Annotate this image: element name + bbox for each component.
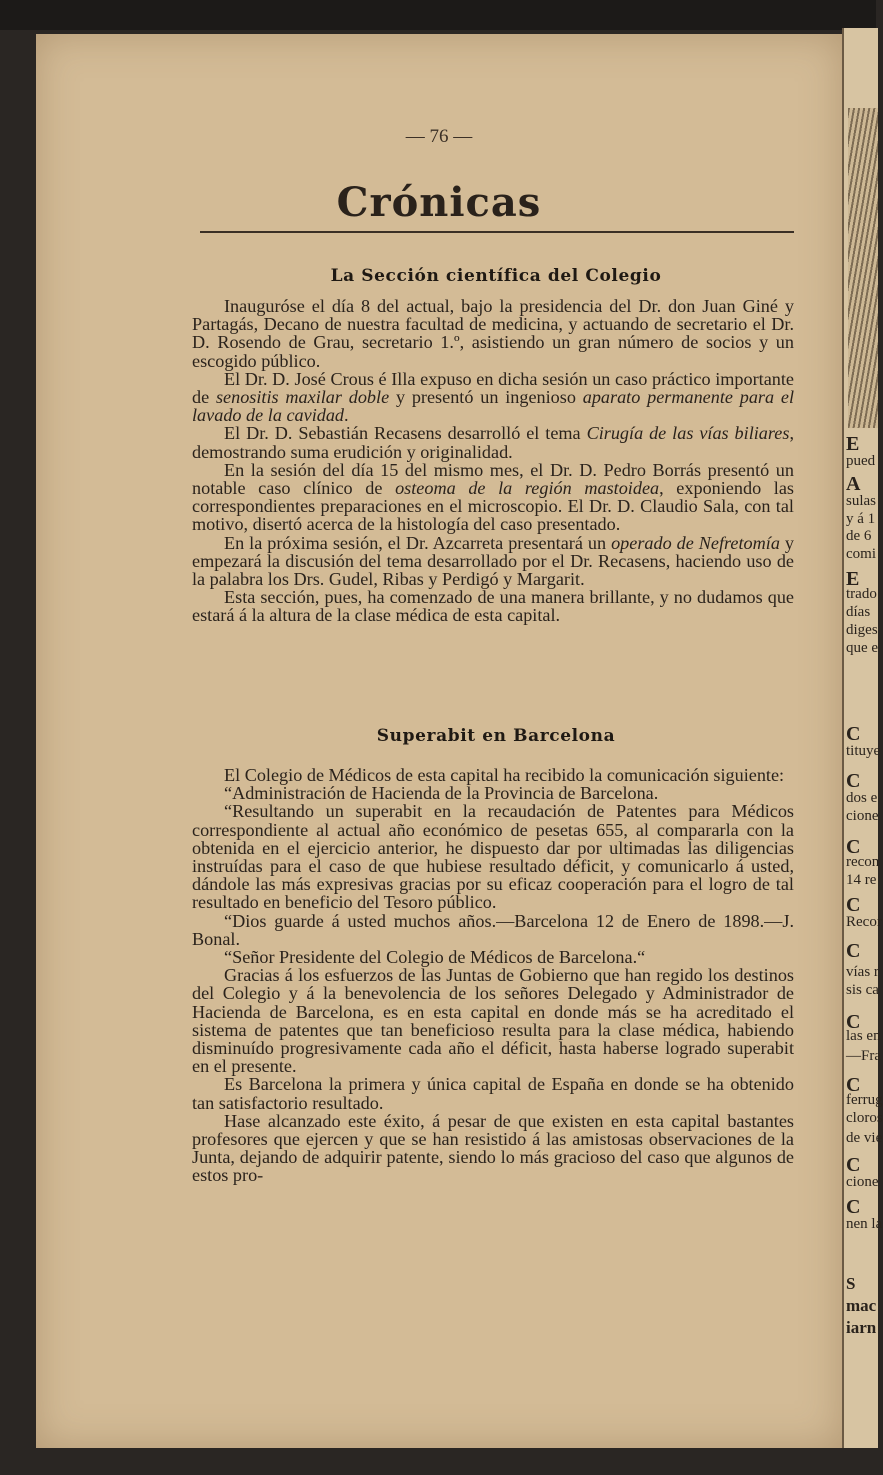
text-run: y presentó un ingenioso: [389, 387, 583, 408]
adjacent-page-fragment: comi: [846, 546, 876, 562]
adjacent-page-fragment: C: [846, 1196, 861, 1218]
adjacent-page-fragment: E: [846, 433, 860, 455]
adjacent-page-fragment: —Fra: [846, 1048, 881, 1064]
adjacent-page-fragment: cione: [846, 1174, 879, 1190]
paragraph: “Administración de Hacienda de la Provincia de Barcelona.: [224, 783, 659, 804]
text-run: .: [344, 405, 349, 426]
paragraph: [192, 534, 794, 589]
adjacent-page-fragment: sis ca: [846, 982, 879, 998]
text-run: El Dr. D. José Crous é Illa expuso en dicha sesión un caso práctico importante de: [192, 368, 794, 408]
italic-phrase: operado de Nefretomía: [611, 532, 780, 553]
adjacent-page-fragment: iarn: [846, 1318, 877, 1337]
paragraph: Inauguróse el día 8 del actual, bajo la presidencia del Dr. don Juan Giné y Partagás, Decano de nuestra facultad de medicina, y actuando de secretario el Dr. D. Rosendo de Grau, secretario 1.º, asistiendo un gran número de socios y un escogido público.: [192, 296, 794, 371]
adjacent-page-fragment: de 6: [846, 528, 872, 544]
title-rule: [200, 231, 794, 233]
adjacent-page-fragment: C: [846, 940, 861, 962]
text-run: , exponiendo las correspondientes preparaciones en el microscopio. El Dr. D. Claudio Sala, con tal motivo, disertó acerca de la histología del caso presentado.: [192, 478, 795, 535]
text-run: El Dr. D. Sebastián Recasens desarrolló el tema: [224, 423, 587, 444]
paragraph: El Colegio de Médicos de esta capital ha recibido la comunicación siguiente:: [224, 765, 785, 785]
adjacent-page-fragment: tituye: [846, 743, 881, 759]
adjacent-page-fragment: 14 re: [846, 872, 877, 888]
adjacent-page-fragment: A: [846, 473, 861, 495]
adjacent-page-fragment: vías r: [846, 964, 879, 980]
paragraph: Es Barcelona la primera y única capital de España en donde se ha obtenido tan satisfactorio resultado.: [192, 1074, 794, 1113]
adjacent-page-fragment: ferrug: [846, 1092, 883, 1108]
italic-phrase: osteoma de la región mastoidea: [395, 478, 660, 499]
paragraph: [192, 461, 794, 534]
text-run: , demostrando suma erudición y originalidad.: [192, 423, 794, 462]
adjacent-page: [842, 28, 883, 1448]
adjacent-page-fragment: que e: [846, 640, 879, 656]
adjacent-page-fragment: C: [846, 894, 861, 916]
adjacent-page-fragment: diges: [846, 622, 878, 638]
italic-phrase: senositis maxilar doble: [215, 387, 390, 408]
adjacent-page-fragment: mac: [846, 1296, 877, 1315]
paragraph: “Resultando un superabit en la recaudación de Patentes para Médicos correspondiente al actual año económico de pesetas 655, al compararla con la obtenida en el ejercicio anterior, he dispuesto dar por ultimadas las diligencias instruídas para el caso de que hubiese resultado déficit, y comunicarlo á usted, dándole las más expresivas gracias por su eficaz cooperación para el logro de tal resultado en beneficio del Tesoro público.: [192, 801, 794, 913]
adjacent-page-fragment: Recor: [846, 914, 882, 930]
article-heading-seccion-cientifica: La Sección científica del Colegio: [330, 266, 662, 286]
paragraph: [192, 370, 794, 425]
adjacent-page-fragment: cloros: [846, 1110, 883, 1126]
text-run: y empezará la discusión del tema desarrollado por el Dr. Recasens, haciendo uso de la palabra los Drs. Gudel, Ribas y Perdigó y Margarit.: [192, 532, 794, 590]
adjacent-page-fragment: cione: [846, 808, 879, 824]
adjacent-page-fragment: pued: [846, 453, 876, 469]
text-run: En la próxima sesión, el Dr. Azcarreta presentará un: [224, 532, 612, 553]
scanner-background: [0, 0, 876, 30]
adjacent-page-fragment: días: [846, 604, 871, 620]
adjacent-page-fragment: sulas: [846, 493, 876, 509]
adjacent-page-fragment: dos e: [846, 790, 878, 806]
adjacent-page-illustration: [848, 108, 878, 428]
paragraph: “Dios guarde á usted muchos años.—Barcelona 12 de Enero de 1898.—J. Bonal.: [192, 910, 794, 949]
page-number: — 76 —: [405, 126, 473, 147]
text-run: En la sesión del día 15 del mismo mes, el Dr. D. Pedro Borrás presentó un notable caso clínico de: [192, 459, 794, 499]
article-heading-superabit: Superabit en Barcelona: [376, 726, 616, 746]
italic-phrase: Cirugía de las vías biliares: [586, 423, 790, 444]
italic-phrase: aparato permanente para el lavado de la cavidad: [192, 387, 795, 426]
book-page: [36, 34, 842, 1448]
section-title: Crónicas: [336, 179, 542, 226]
paragraph: [192, 424, 794, 460]
adjacent-page-fragment: C: [846, 770, 861, 792]
paragraph: Esta sección, pues, ha comenzado de una manera brillante, y no dudamos que estará á la altura de la clase médica de esta capital.: [192, 587, 794, 626]
paragraph: Gracias á los esfuerzos de las Juntas de Gobierno que han regido los destinos del Colegio y á la benevolencia de los señores Delegado y Administrador de Hacienda de Barcelona, es en esta capital en donde más se ha acreditado el sistema de patentes que tan beneficioso resulta para la clase médica, habiendo disminuído progresivamente cada año el déficit, hasta haberse logrado superabit en el presente.: [192, 965, 794, 1077]
adjacent-page-fragment: C: [846, 1074, 861, 1096]
adjacent-page-fragment: recon: [846, 854, 880, 870]
paragraph: Hase alcanzado este éxito, á pesar de que existen en esta capital bastantes profesores que ejercen y que se han resistido á las amistosas observaciones de la Junta, dejando de adquirir patente, siendo lo más gracioso del caso que algunos de estos pro-: [192, 1110, 794, 1186]
article-body-seccion-cientifica: [192, 297, 794, 625]
adjacent-page-fragment: C: [846, 1154, 861, 1176]
adjacent-page-fragment: las en: [846, 1028, 881, 1044]
adjacent-page-fragment: nen la: [846, 1216, 883, 1232]
article-body-superabit: [192, 766, 794, 1185]
adjacent-page-fragment: C: [846, 836, 861, 858]
adjacent-page-fragment: S: [846, 1274, 856, 1293]
adjacent-page-fragment: de vie: [846, 1130, 883, 1146]
adjacent-page-fragment: trado: [846, 586, 877, 602]
adjacent-page-fragment: E: [846, 568, 860, 590]
paragraph: “Señor Presidente del Colegio de Médicos de Barcelona.“: [224, 947, 646, 968]
adjacent-page-fragment: y á 1: [846, 511, 876, 527]
adjacent-page-fragment: C: [846, 723, 861, 745]
adjacent-page-fragment: C: [846, 1011, 861, 1033]
